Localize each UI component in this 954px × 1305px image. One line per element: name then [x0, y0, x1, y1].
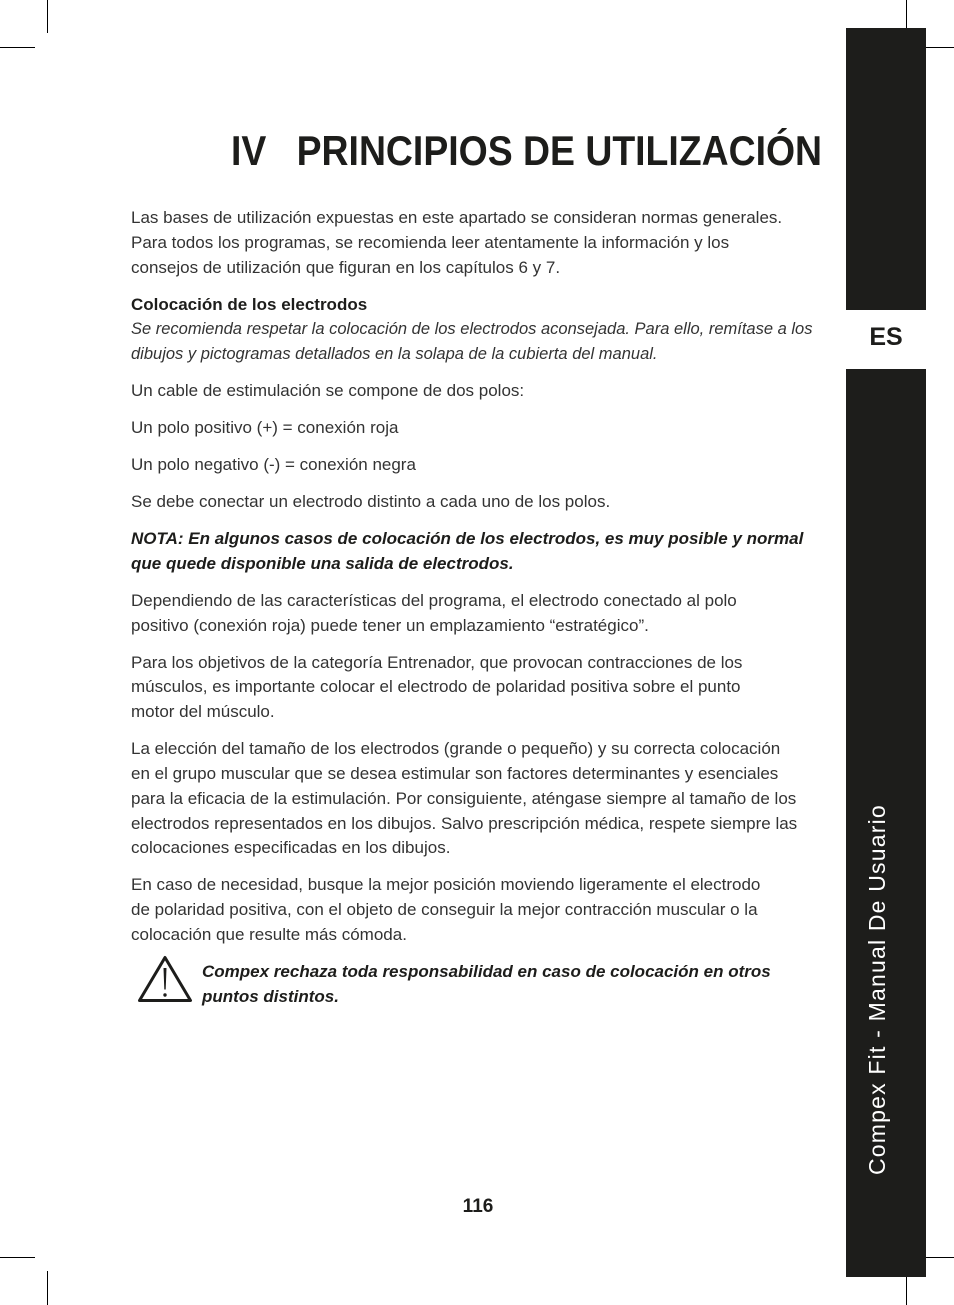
positive-location-line: Dependiendo de las características del programa, el electrodo conectado al polo — [131, 590, 737, 610]
intro-line: Para todos los programas, se recomienda leer atentamente la información y los — [131, 232, 730, 252]
nota-line: que quede disponible una salida de electrodos. — [131, 553, 514, 573]
chapter-number: IV — [230, 127, 267, 174]
trainer-category-line: motor del músculo. — [131, 702, 275, 722]
cable-intro-paragraph — [131, 379, 831, 404]
best-position-line: de polaridad positiva, con el objeto de conseguir la mejor contracción muscular o la — [131, 900, 758, 920]
placement-section — [131, 293, 831, 367]
crop-mark-top-left-vertical — [47, 0, 48, 33]
warning-line: puntos distintos. — [202, 986, 339, 1006]
crop-mark-bottom-left-horizontal — [0, 1257, 35, 1258]
electrode-size-line: colocaciones especificadas en los dibujos. — [131, 838, 451, 858]
trainer-category-paragraph — [131, 651, 831, 725]
placement-note-line: Se recomienda respetar la colocación de los electrodos aconsejada. Para ello, remítase a los — [131, 320, 813, 339]
nota-paragraph — [131, 527, 831, 577]
positive-location-paragraph — [131, 589, 831, 639]
positive-pole-paragraph — [131, 416, 831, 441]
chapter-heading — [230, 127, 822, 174]
page-number: 116 — [462, 1196, 494, 1217]
section-heading: Colocación de los electrodos — [131, 294, 368, 314]
warning-triangle-icon — [137, 954, 193, 1004]
warning-line: Compex rechaza toda responsabilidad en caso de colocación en otros — [202, 961, 771, 981]
electrode-size-line: La elección del tamaño de los electrodos (grande o pequeño) y su correcta colocación — [131, 739, 781, 759]
placement-note-line: dibujos y pictogramas detallados en la solapa de la cubierta del manual. — [131, 345, 658, 364]
electrode-size-line: en el grupo muscular que se desea estimular son factores determinantes y esenciales — [131, 764, 779, 784]
negative-pole-line: Un polo negativo (-) = conexión negra — [131, 455, 416, 475]
nota-line: NOTA: En algunos casos de colocación de los electrodos, es muy posible y normal — [131, 529, 804, 549]
crop-mark-top-left-horizontal — [0, 47, 35, 48]
cable-intro-line: Un cable de estimulación se compone de dos polos: — [131, 381, 525, 401]
best-position-line: colocación que resulte más cómoda. — [131, 925, 407, 944]
sidebar-manual-title: Compex Fit - Manual De Usuario — [864, 804, 890, 1176]
crop-mark-bottom-left-vertical — [47, 1271, 48, 1305]
liability-warning — [131, 960, 831, 1010]
electrode-size-line: para la eficacia de la estimulación. Por consiguiente, aténgase siempre al tamaño de los — [131, 788, 797, 808]
language-tab: ES — [869, 323, 903, 351]
pole-rule-paragraph — [131, 490, 831, 515]
chapter-title: PRINCIPIOS DE UTILIZACIÓN — [296, 127, 822, 174]
best-position-paragraph — [131, 873, 831, 947]
electrode-size-paragraph — [131, 737, 831, 861]
sidebar-top-band — [846, 28, 926, 310]
intro-line: Las bases de utilización expuestas en este apartado se consideran normas generales. — [131, 208, 783, 227]
intro-paragraph — [131, 206, 831, 280]
intro-line: consejos de utilización que figuran en los capítulos 6 y 7. — [131, 257, 561, 277]
page-body — [131, 206, 831, 1022]
best-position-line: En caso de necesidad, busque la mejor posición moviendo ligeramente el electrodo — [131, 875, 761, 895]
pole-rule-line: Se debe conectar un electrodo distinto a cada uno de los polos. — [131, 492, 611, 512]
trainer-category-line: músculos, es importante colocar el electrodo de polaridad positiva sobre el punto — [131, 677, 741, 697]
negative-pole-paragraph — [131, 453, 831, 478]
trainer-category-line: Para los objetivos de la categoría Entrenador, que provocan contracciones de los — [131, 652, 743, 672]
positive-pole-line: Un polo positivo (+) = conexión roja — [131, 418, 399, 438]
positive-location-line: positivo (conexión roja) puede tener un emplazamiento “estratégico”. — [131, 615, 649, 635]
electrode-size-line: electrodos representados en los dibujos. Salvo prescripción médica, respete siempre las — [131, 813, 798, 833]
